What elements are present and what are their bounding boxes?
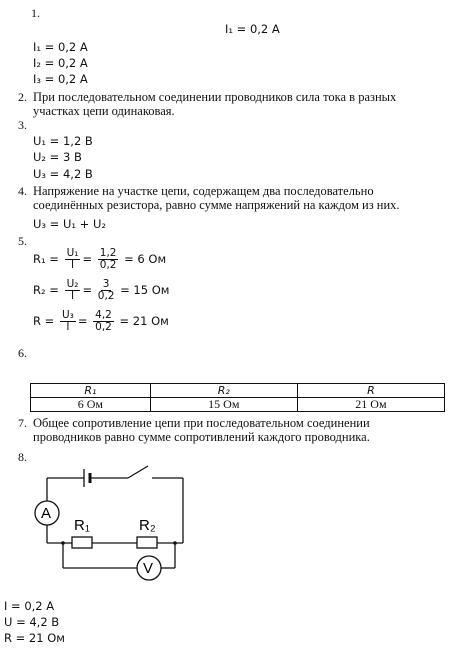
q5-r-frac2-num: 4,2 [95, 309, 112, 321]
q5-r2-result: = 15 Ом [120, 283, 170, 297]
q4-text: Напряжение на участке цепи, содержащем два последовательно соединённых резистора, равно сумме напряжений на каждом из них. [33, 184, 400, 212]
q1-header-formula: I₁ = 0,2 А [225, 22, 280, 36]
q5-r1-lhs: R₁ = [33, 252, 59, 266]
final-resistance: R = 21 Ом [4, 631, 65, 645]
q5-r2-frac1-num: U₂ [66, 278, 79, 290]
q3-line-2: U₂ = 3 В [33, 150, 82, 164]
q1-line-2: I₂ = 0,2 А [33, 56, 88, 70]
q6-number: 6. [18, 346, 27, 360]
q5-r2-frac2-den: 0,2 [97, 290, 115, 302]
q5-r-frac1-num: U₃ [61, 309, 74, 321]
q1-line-3: I₃ = 0,2 А [33, 72, 88, 86]
table-header-r: R [297, 384, 444, 398]
resistor-r2 [137, 537, 157, 548]
q5-r1-result: = 6 Ом [124, 252, 167, 266]
q3-number: 3. [18, 118, 27, 132]
voltmeter-label: V [143, 560, 154, 577]
q5-number: 5. [18, 234, 27, 248]
q5-r-frac1-den: I [66, 321, 70, 333]
final-voltage: U = 4,2 В [4, 615, 60, 629]
q5-r-formula: R = $\frac{\text{U₃}}{I}$ = $\frac{4,2}{0,2}$ = 21 Ом [33, 309, 169, 333]
circuit-diagram [0, 455, 450, 585]
q2-text: При последовательном соединении проводников сила тока в разных участках цепи одинаковая. [33, 90, 397, 118]
table-header-r2: R₂ [150, 384, 297, 398]
q5-r-frac2-den: 0,2 [95, 321, 112, 333]
q1-line-1: I₁ = 0,2 А [33, 40, 88, 54]
q2-number: 2. [18, 90, 27, 104]
q5-r1-frac2-den: 0,2 [99, 259, 117, 271]
q5-r1-frac1-den: I [70, 259, 75, 271]
table-cell-r1: 6 Ом [31, 398, 151, 412]
table-cell-r: 21 Ом [297, 398, 444, 412]
q5-r-lhs: R = [33, 314, 55, 328]
q7-number: 7. [18, 416, 27, 430]
q5-r1-formula: R₁ = $\frac{\text{U₁}}{I}$ = $\frac{1,2}{0,2}$ = 6 Ом [33, 247, 167, 271]
q3-line-3: U₃ = 4,2 В [33, 167, 93, 181]
q5-r1-frac2-num: 1,2 [99, 247, 117, 259]
r2-label: R₂ [139, 517, 156, 534]
q5-r2-frac2-num: 3 [102, 278, 110, 290]
switch [128, 466, 148, 478]
table-cell-r2: 15 Ом [150, 398, 297, 412]
q1-number: 1. [31, 6, 40, 20]
q5-r-result: = 21 Ом [119, 314, 169, 328]
final-current: I = 0,2 А [4, 599, 55, 613]
resistor-r1 [72, 537, 92, 548]
q7-text: Общее сопротивление цепи при последовательном соединении проводников равно сумме сопротивлений каждого проводника. [33, 416, 370, 444]
q6-results-table [30, 383, 445, 412]
q5-r2-formula: R₂ = $\frac{\text{U₂}}{I}$ = $\frac{3}{0,2}$ = 15 Ом [33, 278, 170, 302]
r1-label: R₁ [74, 517, 90, 534]
table-header-r1: R₁ [31, 384, 151, 398]
q4-formula: U₃ = U₁ + U₂ [33, 217, 106, 231]
table-row [31, 398, 445, 412]
q4-number: 4. [18, 184, 27, 198]
table-header-row [31, 384, 445, 398]
q5-r1-frac1-num: U₁ [66, 247, 79, 259]
q3-line-1: U₁ = 1,2 В [33, 134, 93, 148]
q5-r2-lhs: R₂ = [33, 283, 59, 297]
junction-node [173, 541, 177, 545]
q5-r2-frac1-den: I [70, 290, 75, 302]
ammeter-label: A [41, 505, 52, 522]
junction-node [61, 541, 65, 545]
q8-number: 8. [18, 450, 27, 464]
